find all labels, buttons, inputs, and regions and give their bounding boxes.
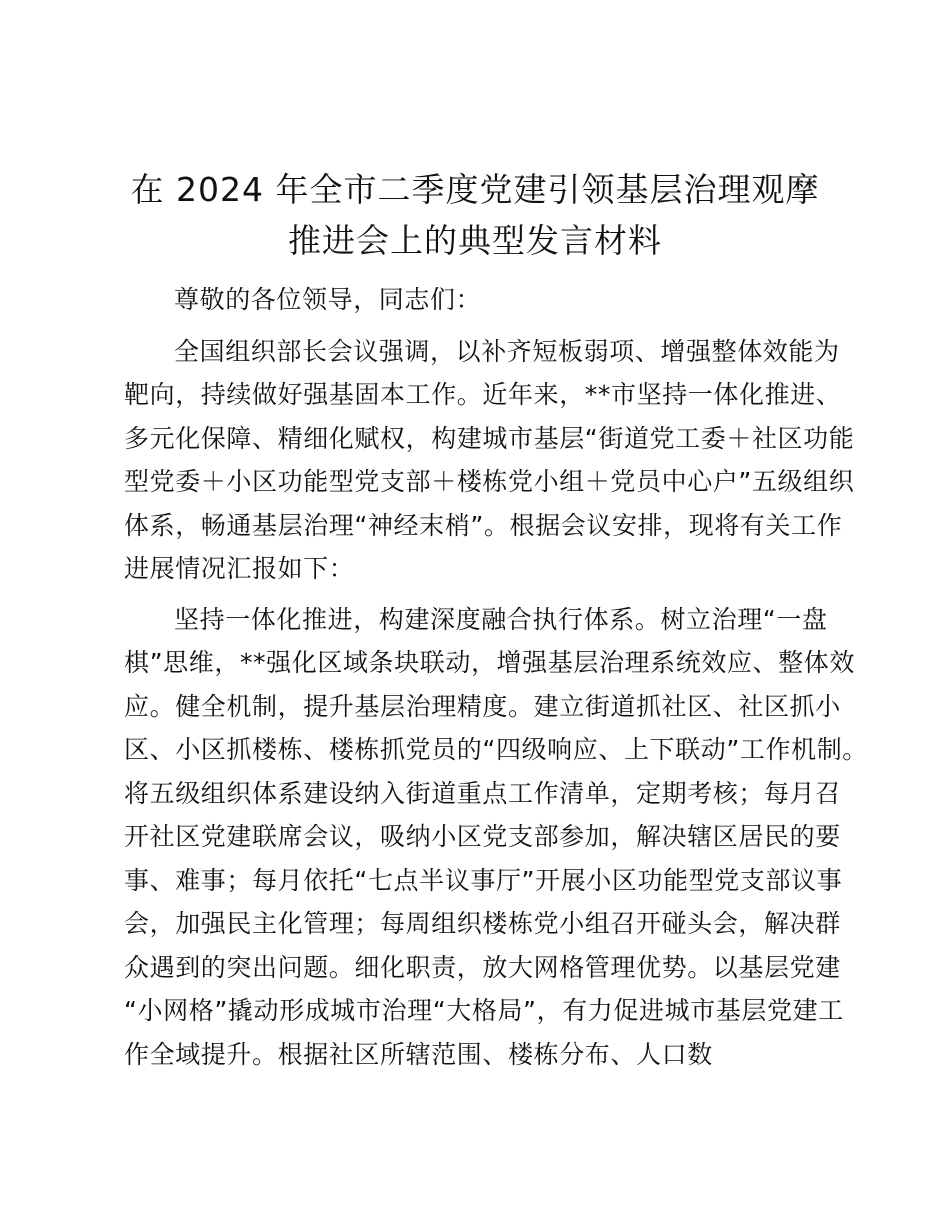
paragraph-2-line-2: 棋”思维，**强化区域条块联动，增强基层治理系统效应、整体效 [124,648,855,677]
paragraph-1-line-5: 体系，畅通基层治理“神经末梢”。根据会议安排，现将有关工作 [124,511,843,540]
paragraph-2-line-8: 会，加强民主化管理；每周组织楼栋党小组召开碰头会，解决群 [124,909,841,938]
paragraph-1-line-3: 多元化保障、精细化赋权，构建城市基层“街道党工委＋社区功能 [124,424,855,453]
paragraph-1-line-4: 型党委＋小区功能型党支部＋楼栋党小组＋党员中心户”五级组织 [124,467,855,496]
document-title-line-1: 在 2024 年全市二季度党建引领基层治理观摩 [130,170,820,209]
paragraph-2-line-10: “小网格”撬动形成城市治理“大格局”，有力促进城市基层党建工 [124,996,844,1025]
paragraph-2-line-5: 将五级组织体系建设纳入街道重点工作清单，定期考核；每月召 [124,779,841,808]
paragraph-1-line-1: 全国组织部长会议强调，以补齐短板弱项、增强整体效能为 [174,337,840,366]
paragraph-2-line-4: 区、小区抓楼栋、楼栋抓党员的“四级响应、上下联动”工作机制。 [124,735,868,764]
paragraph-1-line-2: 靶向，持续做好强基固本工作。近年来，**市坚持一体化推进、 [124,380,842,409]
document-title-line-2: 推进会上的典型发言材料 [288,221,662,260]
paragraph-2-line-7: 事、难事；每月依托“七点半议事厅”开展小区功能型党支部议事 [124,866,843,895]
salutation: 尊敬的各位领导，同志们： [174,285,482,314]
paragraph-2-line-11: 作全域提升。根据社区所辖范围、楼栋分布、人口数 [124,1040,713,1069]
paragraph-2-line-9: 众遇到的突出问题。细化职责，放大网格管理优势。以基层党建 [124,953,841,982]
paragraph-2-line-3: 应。健全机制，提升基层治理精度。建立街道抓社区、社区抓小 [124,692,841,721]
paragraph-1-line-6: 进展情况汇报如下： [124,554,355,583]
paragraph-2-line-1: 坚持一体化推进，构建深度融合执行体系。树立治理“一盘 [174,605,828,634]
paragraph-2-line-6: 开社区党建联席会议，吸纳小区党支部参加，解决辖区居民的要 [124,822,841,851]
